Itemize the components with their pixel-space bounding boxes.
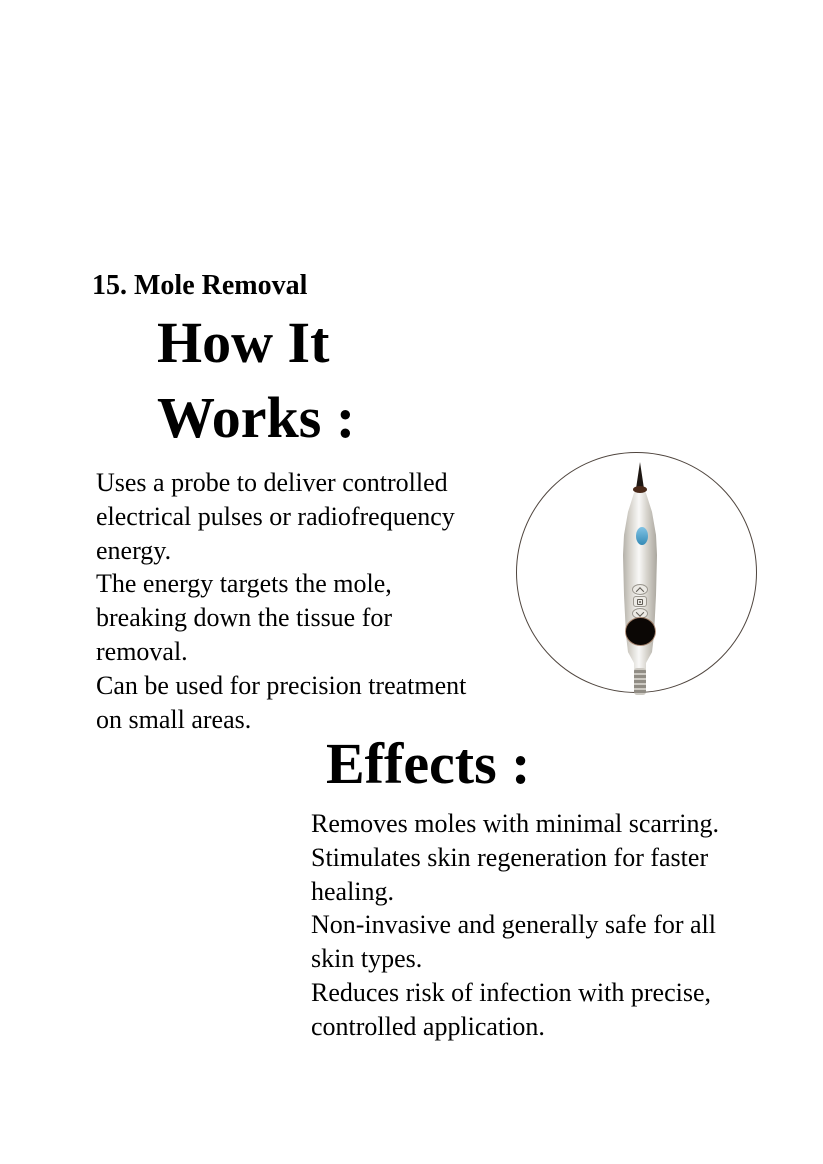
text-line: Reduces risk of infection with precise,	[311, 977, 711, 1007]
text-line: Non-invasive and generally safe for all	[311, 910, 717, 940]
text-line: The energy targets the mole,	[96, 569, 392, 599]
how-it-works-heading	[157, 305, 355, 455]
text-line: Uses a probe to deliver controlled	[96, 468, 448, 497]
text-line: healing.	[311, 876, 395, 906]
chevron-down-icon	[636, 608, 644, 616]
mole-removal-pen-illustration	[615, 460, 665, 696]
cable-connector	[634, 668, 646, 695]
text-line: controlled application.	[311, 1011, 545, 1041]
increase-button	[632, 584, 648, 595]
text-line: skin types.	[311, 944, 423, 974]
text-line: on small areas.	[96, 704, 252, 734]
text-line: energy.	[96, 535, 172, 565]
chevron-up-icon	[636, 587, 644, 595]
heading-line: How It	[157, 310, 330, 375]
pen-tip-ring	[633, 486, 647, 493]
text-line: electrical pulses or radiofrequency	[96, 501, 455, 531]
mode-icon	[637, 599, 643, 605]
pen-body	[615, 460, 665, 696]
text-line: breaking down the tissue for	[96, 603, 393, 633]
heading-line: Works :	[157, 385, 356, 450]
text-line: removal.	[96, 636, 188, 666]
section-heading: 15. Mole Removal	[92, 270, 308, 301]
power-button	[636, 527, 648, 545]
how-it-works-text	[96, 466, 466, 736]
probe-aperture	[626, 618, 655, 645]
effects-heading: Effects :	[326, 731, 531, 796]
text-line: Can be used for precision treatment	[96, 670, 467, 700]
mode-button	[633, 596, 647, 607]
text-line: Removes moles with minimal scarring.	[311, 809, 719, 838]
text-line: Stimulates skin regeneration for faster	[311, 842, 709, 872]
effects-text	[311, 807, 719, 1044]
